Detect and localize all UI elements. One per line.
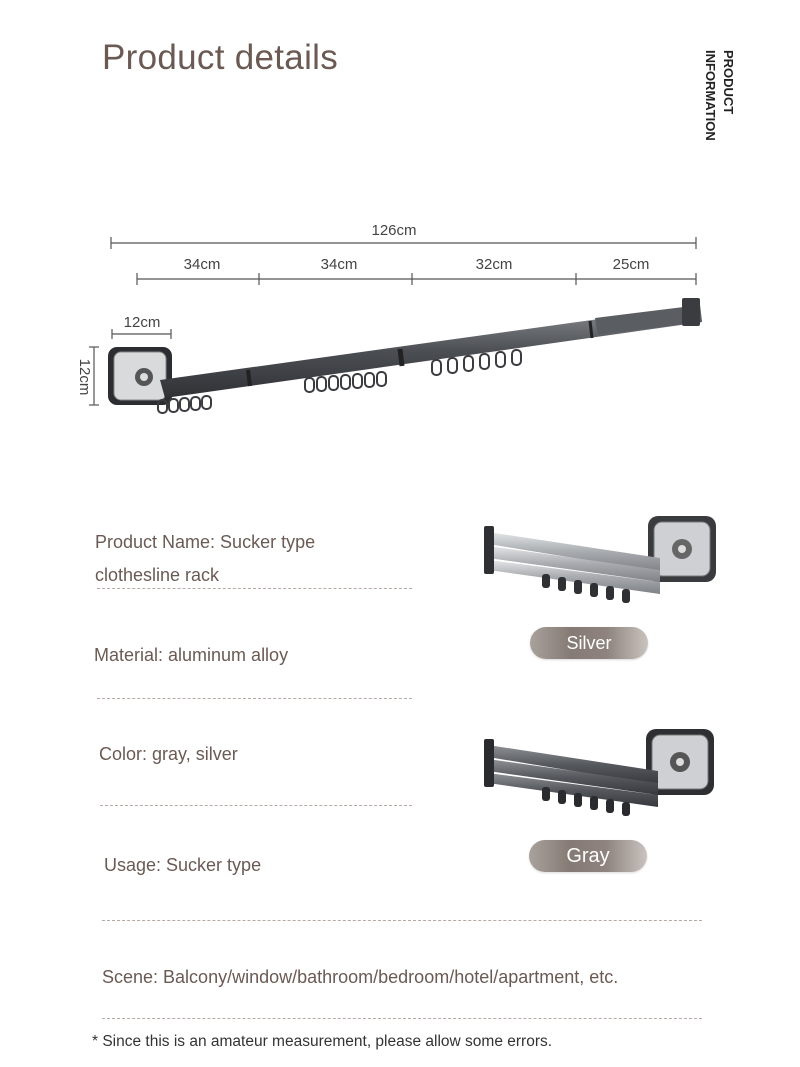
divider bbox=[102, 1018, 702, 1019]
divider bbox=[100, 805, 412, 806]
segment-3-label: 32cm bbox=[475, 256, 513, 273]
spec-usage: Usage: Sucker type bbox=[104, 855, 262, 875]
segment-1-label: 34cm bbox=[183, 256, 221, 273]
base-width-label: 12cm bbox=[123, 314, 161, 331]
spec-product-name-line2: clothesline rack bbox=[95, 565, 220, 585]
base-height-label: 12cm bbox=[76, 358, 93, 396]
divider bbox=[97, 588, 412, 589]
divider bbox=[97, 698, 412, 699]
variant-silver-badge: Silver bbox=[530, 627, 648, 659]
page-title: Product details bbox=[102, 38, 339, 77]
divider bbox=[102, 920, 702, 921]
spec-color: Color: gray, silver bbox=[99, 744, 238, 764]
dimension-diagram bbox=[0, 0, 800, 470]
rack-illustration bbox=[108, 298, 702, 413]
spec-scene: Scene: Balcony/window/bathroom/bedroom/hotel/apartment, etc. bbox=[102, 967, 619, 987]
measurement-footnote: * Since this is an amateur measurement, please allow some errors. bbox=[92, 1033, 553, 1050]
segment-4-label: 25cm bbox=[612, 256, 650, 273]
total-dimension-label: 126cm bbox=[371, 222, 417, 239]
variant-gray-badge: Gray bbox=[529, 840, 647, 872]
spec-product-name-line1: Product Name: Sucker type bbox=[95, 532, 316, 552]
silver-rack-image bbox=[480, 512, 720, 612]
segment-2-label: 34cm bbox=[320, 256, 358, 273]
side-label-text: PRODUCT INFORMATION bbox=[703, 50, 736, 141]
gray-rack-image bbox=[480, 725, 720, 825]
spec-material: Material: aluminum alloy bbox=[94, 645, 289, 665]
